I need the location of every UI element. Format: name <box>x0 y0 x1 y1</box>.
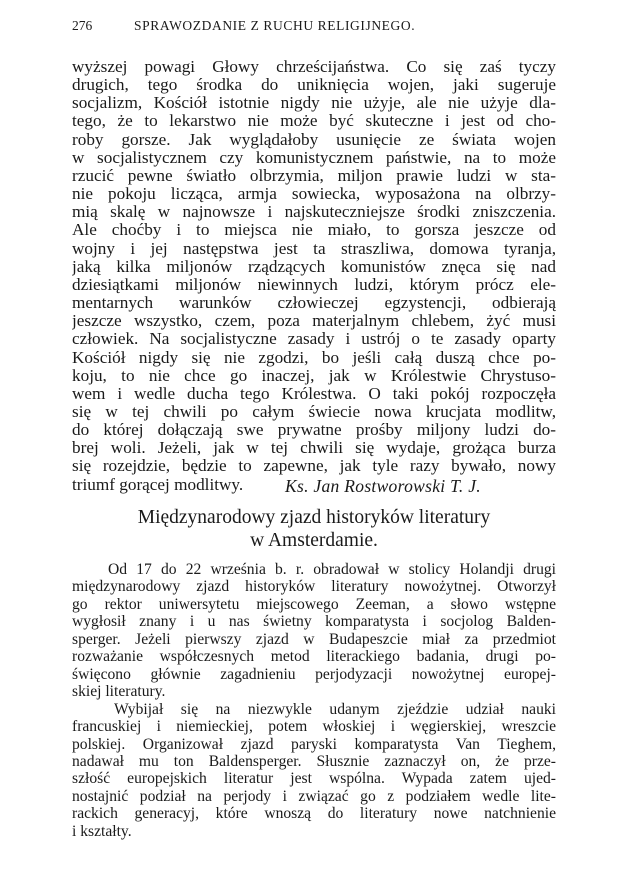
text-line: się w tej chwili po całym świecie nowa krucjata modlitw, <box>72 402 556 421</box>
text-line: rzucić pewne światło olbrzymia, miljon prawie ludzi w sta- <box>72 166 556 185</box>
author-signature: Ks. Jan Rostworowski T. J. <box>285 476 481 496</box>
text-line: wojny i jej następstwa jest ta straszliwa, domowa tyranja, <box>72 239 556 258</box>
text-line: Od 17 do 22 września b. r. obradował w stolicy Holandji drugi <box>108 561 556 578</box>
text-line: się rozejdzie, będzie to zapewne, jak tyle razy bywało, nowy <box>72 457 556 476</box>
text-line: nadawał mu ton Baldensperger. Słusznie zaznaczył on, że prze- <box>72 752 556 770</box>
text-line: wygłosił znany i u nas świetny komparatysta i socjolog Balden- <box>72 613 556 631</box>
text-line: Ale choćby i to miejsca nie miało, to gorsza jeszcze od <box>72 221 556 240</box>
text-line: rackich generacyj, które wnoszą do literatury nowe natchnienie <box>72 805 556 823</box>
text-line: go rektor uniwersytetu miejscowego Zeeman, a słowo wstępne <box>72 595 556 613</box>
text-line: jaką kilka miljonów rządzących komunistów znęca się nad <box>72 257 556 276</box>
text-line: tego, że to lekarstwo nie może być skuteczne i jest od cho- <box>72 112 556 131</box>
page-number: 276 <box>72 18 93 33</box>
text-line: drugich, tego środka do uniknięcia wojen, jaki sugeruje <box>72 76 556 95</box>
article-2-title <box>72 506 556 552</box>
text-line: wem i wedle ducha tego Królestwa. O taki pokój rozpoczęła <box>72 384 556 403</box>
text-line: rozważanie współczesnych metod literackiego badania, drugi po- <box>72 648 556 666</box>
text-line: człowiek. Na socjalistyczne zasady i ustrój o te zasady oparty <box>72 330 556 349</box>
text-line: triumf gorącej modlitwy. <box>72 475 244 494</box>
text-line: święcono głównie zagadnieniu perjodyzacji nowożytnej europej- <box>72 665 556 683</box>
title-line-2: w Amsterdamie. <box>250 530 378 551</box>
text-line: brej woli. Jeżeli, jak w tej chwili się wydaje, grożąca burza <box>72 439 556 458</box>
text-line: szłość europejskich literatur jest wspólna. Wypada zatem ujed- <box>72 770 556 788</box>
text-line: Wybijał się na niezwykle udanym zjeździe udział nauki <box>114 700 556 718</box>
article-1-body <box>72 58 556 494</box>
text-line: Kościół nigdy się nie zgodzi, bo jeśli całą duszą chce po- <box>72 348 556 367</box>
text-line: i kształty. <box>72 822 132 840</box>
text-line: dziesiątkami miljonów niewinnych ludzi, którym prócz ele- <box>72 275 556 294</box>
text-line: międzynarodowy zjazd historyków literatury nowożytnej. Otworzył <box>72 578 556 596</box>
text-line: roby gorsze. Jak wyglądałoby usunięcie ze świata wojen <box>72 130 556 149</box>
text-line: nie pokoju licząca, armja sowiecka, wyposażona na olbrzy- <box>72 185 556 204</box>
text-line: nostajnić podział na perjody i związać go z podziałem wedle lite- <box>72 787 556 805</box>
text-line: mią skalę w najnowsze i najskuteczniejsze środki zniszczenia. <box>72 203 556 222</box>
text-line: wyższej powagi Głowy chrześcijaństwa. Co się zaś tyczy <box>72 58 556 76</box>
text-line: jeszcze wszystko, czem, poza materjalnym chlebem, żyć musi <box>72 312 556 331</box>
running-header <box>72 18 557 36</box>
text-line: socjalizm, Kościół istotnie nigdy nie użyje, ale nie użyje dla- <box>72 94 556 113</box>
text-line: w socjalistycznem czy komunistycznem państwie, na to może <box>72 148 556 167</box>
running-title: SPRAWOZDANIE Z RUCHU RELIGIJNEGO. <box>134 18 416 33</box>
article-2-body <box>72 561 556 840</box>
text-line: koju, to nie chce go inaczej, jak w Królestwie Chrystuso- <box>72 366 556 385</box>
text-line: sperger. Jeżeli pierwszy zjazd w Budapeszcie miał za przedmiot <box>72 630 556 648</box>
text-line: francuskiej i niemieckiej, potem włoskiej i węgierskiej, wreszcie <box>72 718 556 736</box>
text-line: skiej literatury. <box>72 683 166 701</box>
text-line: do której dołączają swe prywatne prośby miljony ludzi do- <box>72 421 556 440</box>
text-line: mentarnych warunków człowieczej egzystencji, odbierają <box>72 294 556 313</box>
title-line-1: Międzynarodowy zjazd historyków literatury <box>137 507 491 528</box>
text-line: polskiej. Organizował zjazd paryski komparatysta Van Tieghem, <box>72 735 556 753</box>
